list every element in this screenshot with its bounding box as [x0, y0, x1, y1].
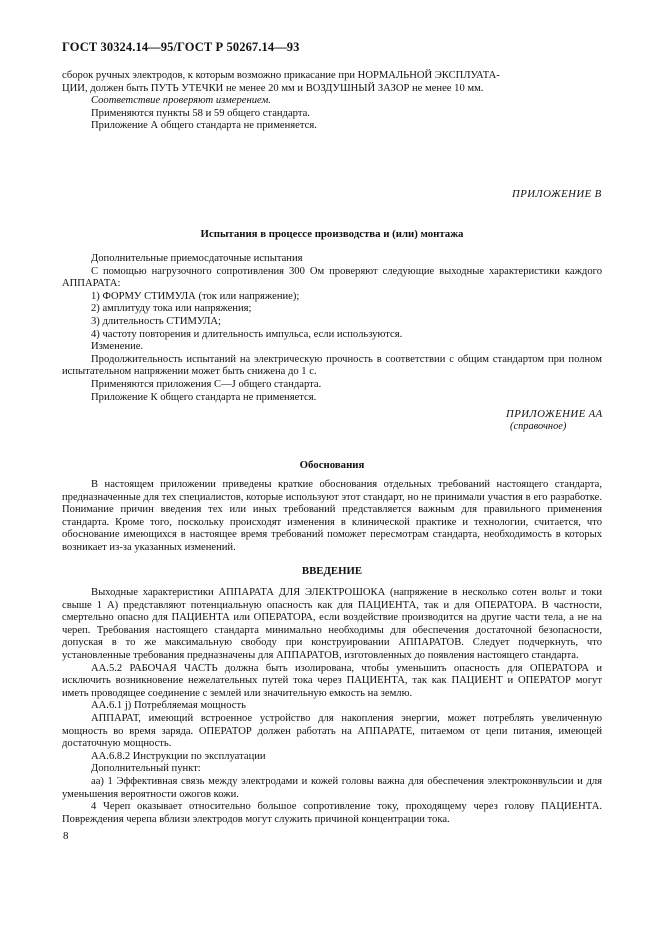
compliance-note: Соответствие проверяют измерением.	[91, 95, 271, 107]
list-item: 2) амплитуду тока или напряжения;	[91, 303, 252, 315]
section-continuation	[62, 70, 602, 133]
appendix-aa-title: Обоснования	[299, 459, 365, 471]
list-item: 1) ФОРМУ СТИМУЛА (ток или напряжение);	[91, 290, 300, 302]
paragraph-line: сборок ручных электродов, к которым возможно прикасание при НОРМАЛЬНОЙ ЭКСПЛУАТА-	[62, 70, 500, 81]
paragraph: аа) 1 Эффективная связь между электродами и кожей головы важна для обеспечения электроконвульсии и для уменьшения вероятности ожогов кожи.	[62, 775, 602, 800]
page-header: ГОСТ 30324.14—95/ГОСТ Р 50267.14—93	[62, 40, 300, 54]
appendix-b-label: ПРИЛОЖЕНИЕ В	[512, 188, 602, 200]
paragraph: АППАРАТ, имеющий встроенное устройство для накопления энергии, может потреблять увеличенную мощность во время заряда. ОПЕРАТОР должен работать на АППАРАТЕ, питаемом от цепи питания, имеющей достаточную мощность.	[62, 712, 602, 750]
paragraph: Дополнительные приемосдаточные испытания	[91, 253, 303, 264]
appendix-aa-intro	[62, 479, 602, 555]
appendix-aa-label: ПРИЛОЖЕНИЕ АА	[506, 408, 603, 420]
list-item: 4) частоту повторения и длительность импульса, если используются.	[91, 328, 403, 340]
appendix-aa-body	[62, 587, 602, 826]
introduction-title: ВВЕДЕНИЕ	[301, 565, 363, 577]
page-number: 8	[63, 830, 69, 842]
paragraph: Приложение К общего стандарта не применяется.	[91, 391, 317, 403]
appendix-b-body	[62, 253, 602, 404]
appendix-b-title: Испытания в процессе производства и (или) монтажа	[200, 228, 464, 240]
paragraph: Выходные характеристики АППАРАТА ДЛЯ ЭЛЕКТРОШОКА (напряжение в несколько сотен вольт и токи свыше 1 А) представляют потенциальную опасность как для ПАЦИЕНТА, так и для ОПЕРАТОРА. В частности, смертельно опасно для ПАЦИЕНТА или ОПЕРАТОРА, если воздействие производится на другие части тела, а не на череп. Требования настоящего стандарта минимально необходимы для обеспечения достаточной безопасности, допуская в то же максимальную свободу при конструировании АППАРАТОВ. Следует подчеркнуть, что установленные требования предназначены для АППАРАТОВ, изготовленных до появления настоящего стандарта.	[62, 587, 602, 661]
paragraph: С помощью нагрузочного сопротивления 300 Ом проверяют следующие выходные характеристики каждого АППАРАТА:	[62, 265, 602, 290]
paragraph: Дополнительный пункт:	[91, 763, 201, 775]
paragraph: Применяются пункты 58 и 59 общего стандарта.	[91, 107, 310, 119]
paragraph: Приложение А общего стандарта не применяется.	[91, 120, 317, 132]
paragraph: Изменение.	[91, 341, 144, 353]
paragraph: В настоящем приложении приведены краткие обоснования отдельных требований настоящего стандарта, предназначенные для тех специалистов, которые используют этот стандарт, но не принимали участия в его разработке. Понимание причин введения тех или иных требований представляется важным для правильного применения стандарта. Кроме того, поскольку происходят изменения в клинической практике и технологии, считается, что обоснование имеющихся в настоящее время требований поможет пересмотрам стандарта, необходимость в которых возникает из-за указанных изменений.	[62, 479, 602, 553]
list-item: 3) длительность СТИМУЛА;	[91, 315, 222, 327]
paragraph: АА.6.8.2 Инструкции по эксплуатации	[91, 750, 266, 762]
paragraph: АА.6.1 j) Потребляемая мощность	[91, 700, 246, 712]
paragraph: АА.5.2 РАБОЧАЯ ЧАСТЬ должна быть изолирована, чтобы уменьшить опасность для ОПЕРАТОРА и исключить возникновение нежелательных путей тока через ПАЦИЕНТА, так как ПАЦИЕНТ и ОПЕРАТОР могут иметь проводящее соединение с землей или значительную емкость на землю.	[62, 662, 602, 699]
paragraph-line: ЦИИ, должен быть ПУТЬ УТЕЧКИ не менее 20 мм и ВОЗДУШНЫЙ ЗАЗОР не менее 10 мм.	[62, 82, 484, 94]
paragraph: Продолжительность испытаний на электрическую прочность в соответствии с общим стандартом при полном испытательном напряжении может быть снижена до 1 с.	[62, 353, 602, 378]
appendix-aa-subtitle: (справочное)	[510, 421, 567, 432]
paragraph: 4 Череп оказывает относительно большое сопротивление току, проходящему через голову ПАЦИЕНТА. Повреждения черепа вблизи электродов могут служить причиной концентрации тока.	[62, 801, 602, 825]
paragraph: Применяются приложения С—J общего стандарта.	[91, 378, 322, 390]
